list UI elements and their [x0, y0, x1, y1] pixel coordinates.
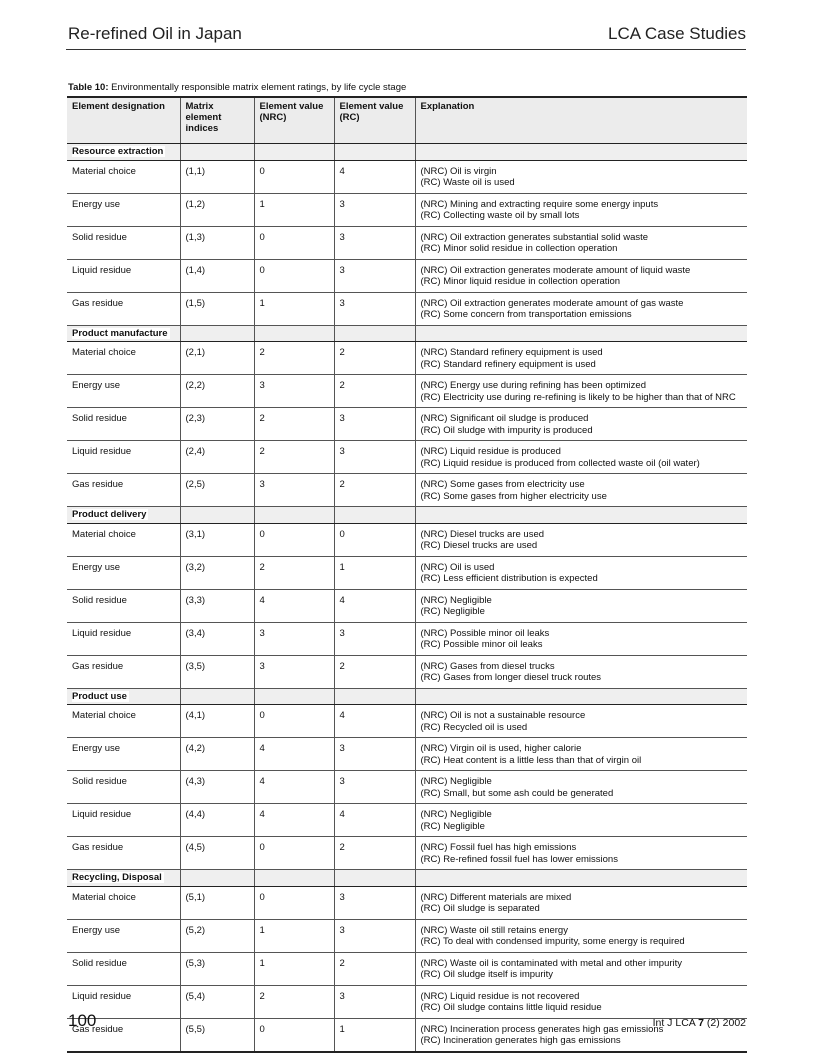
cell-explanation	[415, 375, 747, 408]
cell-nrc: 0	[254, 523, 334, 556]
journal-issue: (2) 2002	[703, 1017, 746, 1029]
explanation-rc: (RC) Gases from longer diesel truck routes	[420, 672, 602, 683]
explanation-rc: (RC) Oil sludge itself is impurity	[420, 969, 553, 980]
stage-cell	[67, 507, 180, 524]
table-caption-label: Table 10:	[68, 82, 109, 93]
explanation-rc: (RC) Electricity use during re-refining is likely to be higher than that of NRC	[420, 391, 736, 403]
table-row	[67, 589, 747, 622]
table-row	[67, 622, 747, 655]
table-header-row	[67, 97, 747, 144]
stage-filler-cell	[334, 870, 415, 887]
cell-rc: 2	[334, 655, 415, 688]
explanation-nrc: (NRC) Gases from diesel trucks	[420, 660, 555, 672]
explanation-rc: (RC) Oil sludge with impurity is produced	[420, 424, 593, 436]
journal-citation	[653, 1017, 746, 1029]
cell-rc: 1	[334, 556, 415, 589]
table-row	[67, 226, 747, 259]
cell-index: (3,5)	[180, 655, 254, 688]
column-header-explanation: Explanation	[415, 97, 747, 144]
cell-rc: 3	[334, 292, 415, 325]
stage-filler-cell	[254, 144, 334, 161]
cell-explanation	[415, 771, 747, 804]
explanation-rc: (RC) Diesel trucks are used	[420, 540, 538, 551]
cell-index: (4,2)	[180, 738, 254, 771]
cell-nrc: 4	[254, 738, 334, 771]
explanation-nrc: (NRC) Liquid residue is produced	[420, 446, 561, 457]
cell-element: Material choice	[67, 342, 180, 375]
cell-index: (3,2)	[180, 556, 254, 589]
explanation-rc: (RC) Minor liquid residue in collection operation	[420, 276, 621, 287]
cell-nrc: 3	[254, 474, 334, 507]
cell-nrc: 3	[254, 622, 334, 655]
cell-rc: 3	[334, 985, 415, 1018]
table-row	[67, 705, 747, 738]
rating-table	[67, 96, 747, 1053]
column-header-nrc: Element value (NRC)	[254, 97, 334, 144]
page-number: 100	[68, 1011, 97, 1030]
explanation-rc: (RC) Heat content is a little less than that of virgin oil	[420, 754, 642, 766]
explanation-nrc: (NRC) Negligible	[420, 809, 492, 820]
cell-rc: 2	[334, 474, 415, 507]
cell-nrc: 2	[254, 342, 334, 375]
explanation-rc: (RC) Minor solid residue in collection operation	[420, 243, 618, 254]
cell-index: (1,4)	[180, 259, 254, 292]
cell-explanation	[415, 886, 747, 919]
explanation-nrc: (NRC) Different materials are mixed	[420, 891, 572, 903]
stage-row	[67, 870, 747, 887]
cell-rc: 4	[334, 589, 415, 622]
table-row	[67, 771, 747, 804]
explanation-rc: (RC) Liquid residue is produced from collected waste oil (oil water)	[420, 457, 700, 469]
table-row	[67, 523, 747, 556]
stage-filler-cell	[254, 507, 334, 524]
cell-index: (1,5)	[180, 292, 254, 325]
cell-explanation	[415, 342, 747, 375]
table-row	[67, 556, 747, 589]
cell-element: Energy use	[67, 193, 180, 226]
cell-index: (2,2)	[180, 375, 254, 408]
explanation-rc: (RC) To deal with condensed impurity, some energy is required	[420, 936, 685, 947]
cell-rc: 3	[334, 919, 415, 952]
cell-element: Energy use	[67, 375, 180, 408]
cell-explanation	[415, 837, 747, 870]
cell-element: Liquid residue	[67, 259, 180, 292]
table-row	[67, 1018, 747, 1052]
journal-volume: 7	[698, 1017, 704, 1029]
explanation-nrc: (NRC) Standard refinery equipment is used	[420, 347, 603, 358]
cell-rc: 3	[334, 738, 415, 771]
table-row	[67, 919, 747, 952]
cell-index: (5,3)	[180, 952, 254, 985]
cell-index: (4,3)	[180, 771, 254, 804]
cell-nrc: 4	[254, 771, 334, 804]
explanation-nrc: (NRC) Oil extraction generates moderate amount of gas waste	[420, 297, 684, 309]
cell-element: Material choice	[67, 160, 180, 193]
explanation-rc: (RC) Some gases from higher electricity use	[420, 490, 607, 502]
cell-element: Liquid residue	[67, 804, 180, 837]
cell-element: Solid residue	[67, 408, 180, 441]
cell-nrc: 0	[254, 705, 334, 738]
explanation-nrc: (NRC) Oil is virgin	[420, 165, 497, 177]
explanation-rc: (RC) Less efficient distribution is expected	[420, 573, 598, 584]
explanation-rc: (RC) Negligible	[420, 820, 485, 832]
table-row	[67, 342, 747, 375]
stage-filler-cell	[334, 325, 415, 342]
explanation-rc: (RC) Recycled oil is used	[420, 721, 528, 733]
cell-index: (1,1)	[180, 160, 254, 193]
cell-element: Material choice	[67, 523, 180, 556]
cell-index: (1,3)	[180, 226, 254, 259]
cell-rc: 4	[334, 705, 415, 738]
cell-element: Material choice	[67, 705, 180, 738]
table-row	[67, 886, 747, 919]
cell-index: (5,5)	[180, 1018, 254, 1052]
table-row	[67, 738, 747, 771]
stage-filler-cell	[254, 688, 334, 705]
cell-explanation	[415, 705, 747, 738]
cell-index: (2,4)	[180, 441, 254, 474]
cell-rc: 0	[334, 523, 415, 556]
cell-index: (5,4)	[180, 985, 254, 1018]
cell-element: Solid residue	[67, 589, 180, 622]
cell-rc: 2	[334, 342, 415, 375]
table-row	[67, 952, 747, 985]
explanation-rc: (RC) Negligible	[420, 606, 485, 617]
cell-index: (2,5)	[180, 474, 254, 507]
stage-row	[67, 688, 747, 705]
cell-nrc: 2	[254, 441, 334, 474]
explanation-nrc: (NRC) Waste oil is contaminated with metal and other impurity	[420, 957, 683, 969]
cell-element: Gas residue	[67, 1018, 180, 1052]
cell-explanation	[415, 441, 747, 474]
cell-explanation	[415, 655, 747, 688]
stage-filler-cell	[415, 507, 747, 524]
cell-nrc: 4	[254, 804, 334, 837]
cell-explanation	[415, 408, 747, 441]
stage-row	[67, 325, 747, 342]
explanation-rc: (RC) Oil sludge contains little liquid residue	[420, 1002, 602, 1013]
table-caption	[68, 82, 406, 93]
explanation-nrc: (NRC) Possible minor oil leaks	[420, 627, 550, 639]
explanation-nrc: (NRC) Diesel trucks are used	[420, 528, 545, 540]
cell-explanation	[415, 474, 747, 507]
cell-rc: 3	[334, 886, 415, 919]
explanation-rc: (RC) Possible minor oil leaks	[420, 639, 543, 650]
cell-explanation	[415, 622, 747, 655]
stage-row	[67, 507, 747, 524]
table-row	[67, 474, 747, 507]
stage-filler-cell	[334, 507, 415, 524]
cell-nrc: 0	[254, 226, 334, 259]
stage-filler-cell	[415, 688, 747, 705]
column-header-indices: Matrix element indices	[180, 97, 254, 144]
stage-name: Product use	[72, 690, 127, 702]
explanation-nrc: (NRC) Liquid residue is not recovered	[420, 990, 580, 1002]
table-row	[67, 804, 747, 837]
cell-nrc: 1	[254, 919, 334, 952]
stage-filler-cell	[180, 688, 254, 705]
cell-rc: 4	[334, 160, 415, 193]
explanation-rc: (RC) Small, but some ash could be generated	[420, 787, 614, 799]
cell-nrc: 0	[254, 837, 334, 870]
stage-filler-cell	[254, 325, 334, 342]
cell-index: (3,4)	[180, 622, 254, 655]
explanation-rc: (RC) Oil sludge is separated	[420, 903, 540, 914]
explanation-nrc: (NRC) Oil extraction generates moderate amount of liquid waste	[420, 264, 691, 276]
explanation-nrc: (NRC) Mining and extracting require some energy inputs	[420, 198, 659, 210]
explanation-nrc: (NRC) Incineration process generates high gas emissions	[420, 1023, 664, 1035]
cell-nrc: 0	[254, 1018, 334, 1052]
cell-index: (4,5)	[180, 837, 254, 870]
cell-explanation	[415, 292, 747, 325]
explanation-rc: (RC) Collecting waste oil by small lots	[420, 210, 580, 221]
explanation-nrc: (NRC) Some gases from electricity use	[420, 479, 585, 490]
cell-element: Solid residue	[67, 226, 180, 259]
explanation-nrc: (NRC) Virgin oil is used, higher calorie	[420, 743, 582, 754]
cell-rc: 3	[334, 441, 415, 474]
cell-index: (4,4)	[180, 804, 254, 837]
cell-rc: 4	[334, 804, 415, 837]
column-header-rc: Element value (RC)	[334, 97, 415, 144]
cell-element: Gas residue	[67, 474, 180, 507]
stage-cell	[67, 144, 180, 161]
table-row	[67, 408, 747, 441]
cell-element: Solid residue	[67, 952, 180, 985]
cell-element: Gas residue	[67, 837, 180, 870]
cell-rc: 1	[334, 1018, 415, 1052]
cell-rc: 3	[334, 408, 415, 441]
stage-filler-cell	[415, 870, 747, 887]
cell-element: Energy use	[67, 738, 180, 771]
explanation-nrc: (NRC) Oil extraction generates substantial solid waste	[420, 231, 649, 243]
explanation-nrc: (NRC) Negligible	[420, 594, 492, 606]
cell-nrc: 2	[254, 556, 334, 589]
cell-explanation	[415, 589, 747, 622]
running-header-title: Re-refined Oil in Japan	[68, 24, 242, 43]
cell-index: (1,2)	[180, 193, 254, 226]
cell-element: Liquid residue	[67, 622, 180, 655]
cell-element: Solid residue	[67, 771, 180, 804]
stage-filler-cell	[415, 325, 747, 342]
stage-filler-cell	[180, 870, 254, 887]
stage-filler-cell	[254, 870, 334, 887]
table-row	[67, 441, 747, 474]
cell-nrc: 4	[254, 589, 334, 622]
cell-rc: 2	[334, 375, 415, 408]
cell-element: Energy use	[67, 556, 180, 589]
cell-element: Liquid residue	[67, 985, 180, 1018]
cell-explanation	[415, 523, 747, 556]
cell-explanation	[415, 804, 747, 837]
explanation-nrc: (NRC) Energy use during refining has been optimized	[420, 380, 646, 391]
explanation-nrc: (NRC) Negligible	[420, 776, 492, 787]
stage-name: Recycling, Disposal	[72, 872, 162, 883]
running-header-section: LCA Case Studies	[608, 24, 746, 43]
stage-cell	[67, 325, 180, 342]
cell-rc: 3	[334, 622, 415, 655]
stage-filler-cell	[180, 144, 254, 161]
stage-cell	[67, 688, 180, 705]
cell-index: (5,1)	[180, 886, 254, 919]
column-header-element: Element designation	[67, 97, 180, 144]
table-row	[67, 655, 747, 688]
stage-name: Product manufacture	[72, 327, 168, 339]
cell-index: (3,1)	[180, 523, 254, 556]
cell-explanation	[415, 919, 747, 952]
explanation-rc: (RC) Re-refined fossil fuel has lower emissions	[420, 853, 618, 865]
explanation-rc: (RC) Some concern from transportation emissions	[420, 309, 632, 320]
cell-nrc: 0	[254, 160, 334, 193]
stage-filler-cell	[334, 688, 415, 705]
table-row	[67, 837, 747, 870]
explanation-nrc: (NRC) Waste oil still retains energy	[420, 924, 568, 936]
cell-explanation	[415, 556, 747, 589]
cell-explanation	[415, 226, 747, 259]
journal-name: Int J LCA	[652, 1017, 696, 1029]
explanation-rc: (RC) Standard refinery equipment is used	[420, 358, 596, 370]
cell-element: Liquid residue	[67, 441, 180, 474]
cell-explanation	[415, 160, 747, 193]
table-row	[67, 375, 747, 408]
cell-rc: 2	[334, 837, 415, 870]
cell-explanation	[415, 985, 747, 1018]
explanation-nrc: (NRC) Fossil fuel has high emissions	[420, 842, 577, 853]
cell-index: (4,1)	[180, 705, 254, 738]
header-rule	[66, 49, 746, 50]
explanation-rc: (RC) Incineration generates high gas emissions	[420, 1035, 621, 1046]
cell-rc: 3	[334, 226, 415, 259]
cell-element: Energy use	[67, 919, 180, 952]
cell-nrc: 3	[254, 375, 334, 408]
cell-nrc: 0	[254, 886, 334, 919]
cell-rc: 3	[334, 259, 415, 292]
cell-nrc: 2	[254, 408, 334, 441]
cell-index: (5,2)	[180, 919, 254, 952]
table-row	[67, 160, 747, 193]
stage-filler-cell	[334, 144, 415, 161]
cell-element: Material choice	[67, 886, 180, 919]
cell-nrc: 2	[254, 985, 334, 1018]
stage-filler-cell	[180, 325, 254, 342]
table-row	[67, 985, 747, 1018]
cell-index: (2,3)	[180, 408, 254, 441]
cell-element: Gas residue	[67, 292, 180, 325]
cell-nrc: 1	[254, 193, 334, 226]
stage-name: Product delivery	[72, 509, 147, 520]
cell-explanation	[415, 738, 747, 771]
table-body	[67, 144, 747, 1052]
table-row	[67, 193, 747, 226]
cell-element: Gas residue	[67, 655, 180, 688]
explanation-nrc: (NRC) Oil is not a sustainable resource	[420, 710, 586, 721]
cell-nrc: 1	[254, 952, 334, 985]
table-caption-text: Environmentally responsible matrix element ratings, by life cycle stage	[108, 82, 407, 93]
explanation-nrc: (NRC) Oil is used	[420, 561, 495, 573]
stage-filler-cell	[180, 507, 254, 524]
cell-rc: 3	[334, 193, 415, 226]
stage-cell	[67, 870, 180, 887]
cell-explanation	[415, 193, 747, 226]
cell-rc: 3	[334, 771, 415, 804]
cell-nrc: 1	[254, 292, 334, 325]
stage-row	[67, 144, 747, 161]
stage-name: Resource extraction	[72, 146, 164, 157]
cell-index: (2,1)	[180, 342, 254, 375]
table-row	[67, 259, 747, 292]
table-row	[67, 292, 747, 325]
cell-nrc: 3	[254, 655, 334, 688]
explanation-nrc: (NRC) Significant oil sludge is produced	[420, 413, 589, 424]
cell-index: (3,3)	[180, 589, 254, 622]
stage-filler-cell	[415, 144, 747, 161]
cell-explanation	[415, 259, 747, 292]
cell-explanation	[415, 952, 747, 985]
cell-nrc: 0	[254, 259, 334, 292]
cell-rc: 2	[334, 952, 415, 985]
explanation-rc: (RC) Waste oil is used	[420, 177, 515, 188]
